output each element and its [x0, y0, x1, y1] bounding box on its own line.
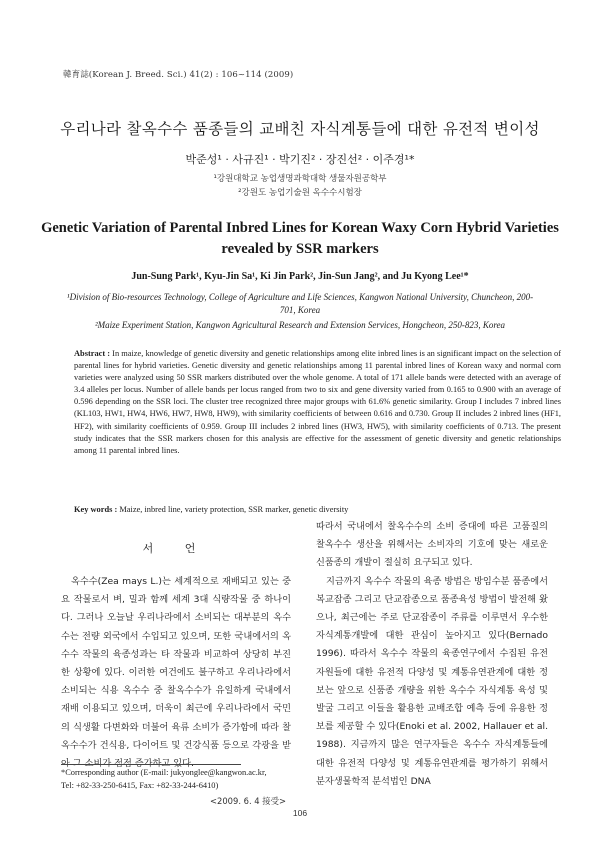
- keywords-text: Maize, inbred line, variety protection, SSR marker, genetic diversity: [119, 505, 349, 514]
- korean-affiliation-2: ²강원도 농업기술원 옥수수시험장: [238, 188, 362, 198]
- korean-affiliation-1: ¹강원대학교 농업생명과학대학 생물자원공학부: [213, 174, 387, 184]
- intro-paragraph-3: 지금까지 옥수수 작물의 육종 방법은 방임수분 품종에서 복교잡종 그리고 단교잡종으로 품종육성 방법이 발전해 왔으나, 최근에는 주로 단교잡종이 주류를 이루면서 우수한 자식계통개발에 대한 관심이 높아지고 있다(Bernado 1996). 따라서 옥수수 작물의 육종연구에서 수집된 유전자원들에 대한 유전적 다양성 및 계통유연관계에 대한 정보는 앞으로 신품종 개량을 위한 옥수수 자식계통 육성 및 발굴 그리고 이들을 활용한 교배조합 예측 등에 유용한 정보를 제공할 수 있다(Enoki et al. 2002, Hallauer et al. 1988). 지금까지 많은 연구자들은 옥수수 자식계통들에 대한 유전적 다양성 및 계통유연관계를 평가하기 위해서 분자생물학적 분석법인 DNA: [316, 575, 548, 787]
- english-affiliation-1: ¹Division of Bio-resources Technology, College of Agriculture and Life Sciences, Kangwon National University, Chuncheon, 200-701, Korea: [66, 292, 534, 315]
- footnote-divider: [61, 764, 241, 765]
- corresponding-author-footnote: [61, 767, 301, 792]
- korean-authors: 박준성¹ · 사규진¹ · 박기진² · 장진선² · 이주경¹*: [185, 153, 415, 166]
- section-heading-introduction: 서 언: [142, 542, 210, 555]
- body-column-left: [61, 573, 291, 773]
- english-title: Genetic Variation of Parental Inbred Lines for Korean Waxy Corn Hybrid Varieties revealed by SSR markers: [41, 220, 559, 257]
- page-number: 106: [292, 808, 308, 818]
- keywords-label: Key words :: [74, 505, 118, 514]
- abstract-text: In maize, knowledge of genetic diversity and genetic relationships among elite inbred lines is an significant impact on the selection of parental lines for hybrid varieties. Genetic diversity and genetic relationships among 11 parental inbred lines of Korean waxy and normal corn varieties were analyzed using 50 SSR markers distributed over the whole genome. A total of 171 allele bands were detected with an average of 3.4 alleles per locus. Number of allele bands per locus ranged from two to six and gene diversity varied from 0.165 to 0.900 with an average of 0.596 depending on the SSR loci. The cluster tree recognized three major groups with 61.6% genetic similarity. Group I includes 7 inbred lines (KL103, HW1, HW4, HW6, HW7, HW8, HW9), with similarity coefficients of between 0.616 and 0.730. Group II includes 2 inbred lines (HF1, HF2), with similarity coefficients of 0.959. Group III includes 2 inbred lines (HW3, HW5), with similarity coefficients of 0.713. The present study indicates that the SSR markers chosen for this analysis are effective for the assessment of genetic diversity and genetic relationships among 11 parental inbred lines.: [74, 349, 561, 455]
- keywords: [74, 505, 561, 514]
- intro-paragraph-2: 따라서 국내에서 찰옥수수의 소비 증대에 따른 고품질의 찰옥수수 생산을 위해서는 소비자의 기호에 맞는 새로운 신품종의 개발이 절실히 요구되고 있다.: [316, 521, 548, 569]
- korean-title: 우리나라 찰옥수수 품종들의 교배친 자식계통들에 대한 유전적 변이성: [60, 120, 540, 138]
- body-column-right: [316, 518, 548, 791]
- received-date: <2009. 6. 4 接受>: [210, 796, 287, 806]
- corresponding-author-line: *Corresponding author (E-mail: jukyonglee@kangwon.ac.kr,: [61, 768, 267, 777]
- intro-paragraph-1: 옥수수(Zea mays L.)는 세계적으로 재배되고 있는 중요 작물로서 벼, 밀과 함께 세계 3대 식량작물 중 하나이다. 그러나 오늘날 우리나라에서 소비되는 대부분의 옥수수는 전량 외국에서 수입되고 있으며, 또한 국내에서의 옥수수 작물의 육종성과는 타 작물과 비교하여 상당히 부진한 상황에 있다. 이러한 여건에도 불구하고 우리나라에서 소비되는 식용 옥수수 중 찰옥수수가 유일하게 국내에서 재배 이용되고 있으며, 더욱이 최근에 우리나라에서 국민의 식생활 다변화와 더불어 육류 소비가 증가함에 따라 찰옥수수가 건식용, 다이어트 및 건강식품 등으로 각광을 받아 그 소비가 점점 증가하고 있다.: [61, 576, 291, 770]
- abstract-label: Abstract :: [74, 349, 111, 358]
- english-affiliation-2: ²Maize Experiment Station, Kangwon Agricultural Research and Extension Services, Hongcheon, 250-823, Korea: [94, 320, 506, 330]
- journal-header: 韓育誌(Korean J. Breed. Sci.) 41(2) : 106~114 (2009): [63, 70, 294, 80]
- abstract: [74, 348, 561, 457]
- english-authors: Jun-Sung Park¹, Kyu-Jin Sa¹, Ki Jin Park², Jin-Sun Jang², and Ju Kyong Lee¹*: [131, 271, 469, 282]
- contact-phone-line: Tel: +82-33-250-6415, Fax: +82-33-244-6410): [61, 780, 219, 790]
